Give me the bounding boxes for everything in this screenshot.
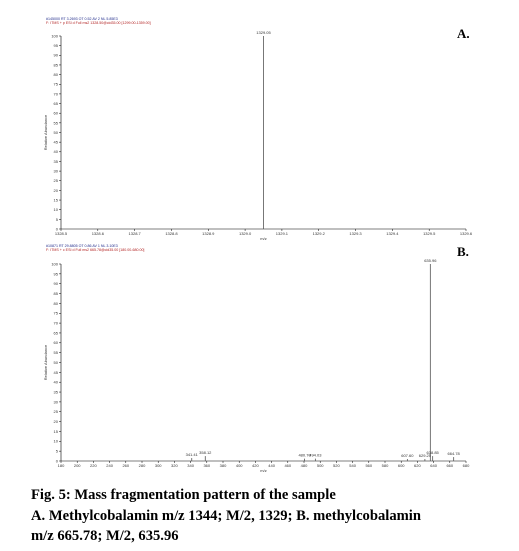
panel-a-x-tick-label: 1329.2 — [312, 231, 325, 236]
panel-b-y-tick-label: 35 — [53, 389, 58, 395]
panel-a-header-line1: #145000 RT 3.2693 OT 0.52 AV 2 NL 5.85E3 — [46, 17, 118, 21]
caption-line-3: m/z 665.78; M/2, 635.96 — [31, 528, 179, 544]
panel-a-y-tick-label: 15 — [53, 197, 58, 203]
panel-a-x-tick-label: 1328.5 — [54, 231, 68, 236]
panel-a-y-tick-label: 45 — [53, 139, 58, 145]
panel-a-y-tick-label: 5 — [55, 216, 58, 222]
panel-a-y-tick-label: 30 — [53, 168, 58, 174]
panel-b-peak-label: 664.78 — [447, 451, 460, 457]
panel-a-x-tick-label: 1329.5 — [423, 231, 436, 236]
panel-a-y-tick-label: 80 — [53, 72, 58, 77]
panel-b-x-tick-label: 320 — [171, 463, 178, 468]
panel-a-y-tick-label: 90 — [53, 52, 58, 58]
panel-b-y-axis-title: Relative Abundance — [43, 344, 48, 381]
panel-a-x-tick-label: 1329.6 — [459, 231, 473, 236]
panel-b-x-tick-label: 380 — [219, 463, 227, 468]
caption-line-1: Fig. 5: Mass fragmentation pattern of the sample — [31, 487, 336, 503]
panel-b-x-tick-label: 180 — [57, 463, 65, 468]
panel-a-y-axis-title: Relative Abundance — [43, 114, 48, 151]
panel-a-y-tick-label: 55 — [53, 120, 58, 126]
panel-a-x-tick-label: 1328.9 — [202, 231, 215, 236]
panel-a-y-tick-label: 70 — [53, 91, 58, 97]
panel-b-y-tick-label: 60 — [53, 340, 58, 346]
panel-a-y-tick-label: 25 — [53, 178, 58, 184]
panel-a-y-tick-label: 35 — [53, 158, 58, 164]
panel-b-header-line1: #10871 RT 29.8805 OT 0.86 AV 1 NL 3.10E3 — [46, 244, 118, 248]
panel-b-y-tick-label: 30 — [53, 399, 58, 405]
panel-b-x-tick-label: 200 — [73, 463, 81, 468]
panel-b-x-tick-label: 300 — [154, 463, 162, 468]
panel-b-y-tick-label: 15 — [53, 428, 58, 434]
panel-a-y-tick-label: 95 — [53, 43, 58, 49]
panel-a-x-tick-label: 1329.0 — [238, 231, 252, 236]
panel-b-peak-label: 341.41 — [185, 452, 198, 458]
figure-caption — [31, 485, 511, 547]
panel-b-y-tick-label: 0 — [55, 458, 58, 464]
panel-b-x-tick-label: 260 — [122, 463, 130, 468]
panel-b-x-tick-label: 560 — [365, 463, 373, 468]
panel-b-x-tick-label: 480 — [300, 463, 308, 468]
panel-a-y-tick-label: 0 — [55, 226, 58, 232]
panel-b-y-tick-label: 75 — [53, 310, 58, 316]
caption-line-2: A. Methylcobalamin m/z 1344; M/2, 1329; B. methylcobalamin — [31, 507, 421, 524]
panel-b-x-tick-label: 420 — [252, 463, 259, 468]
panel-b-peak-label: 629.25 — [418, 453, 432, 459]
panel-a-y-tick-label: 75 — [53, 81, 58, 87]
panel-b-y-tick-label: 55 — [53, 350, 58, 356]
panel-b-x-tick-label: 440 — [268, 463, 275, 468]
panel-b-y-tick-label: 45 — [53, 369, 58, 375]
panel-b-y-tick-label: 40 — [53, 379, 58, 385]
panel-b-x-tick-label: 280 — [138, 463, 146, 468]
panel-b-x-tick-label: 220 — [90, 463, 97, 468]
panel-a-header-line2: F: ITMS + p ESI d Full ms2 1328.50@cid35.00 [1299.00-1359.00] — [46, 21, 151, 25]
panel-b-x-tick-label: 400 — [235, 463, 243, 468]
panel-b-y-tick-label: 80 — [53, 300, 58, 306]
panel-a-x-tick-label: 1328.6 — [91, 231, 104, 236]
panel-b-y-tick-label: 50 — [53, 359, 58, 365]
panel-b-x-tick-label: 360 — [203, 463, 211, 468]
panel-b-y-tick-label: 100 — [51, 261, 58, 267]
panel-b-y-tick-label: 95 — [53, 271, 58, 277]
panel-b-y-tick-label: 90 — [53, 281, 58, 287]
panel-b-x-tick-label: 240 — [106, 463, 113, 468]
panel-a-x-tick-label: 1328.7 — [128, 231, 141, 236]
panel-a-label: A. — [457, 26, 470, 41]
panel-b-x-tick-label: 680 — [462, 463, 470, 468]
panel-a-y-tick-label: 100 — [51, 33, 58, 39]
panel-b-peak-label: 607.60 — [401, 453, 414, 459]
panel-b-x-tick-label: 500 — [316, 463, 324, 468]
panel-b-x-tick-label: 640 — [430, 463, 437, 468]
panel-b-y-tick-label: 65 — [53, 330, 58, 336]
panel-b-peak-label: 358.12 — [199, 450, 212, 456]
panel-a-peak-label: 1329.05 — [256, 30, 271, 35]
panel-b-peak-label: 494.03 — [309, 452, 322, 458]
panel-a-y-tick-label: 50 — [53, 129, 58, 135]
panel-a-y-tick-label: 60 — [53, 110, 58, 116]
panel-b-peak-label: 635.96 — [424, 258, 437, 263]
panel-b-y-tick-label: 20 — [53, 419, 58, 424]
panel-a-x-tick-label: 1329.3 — [349, 231, 362, 236]
panel-b-peak-label: 638.85 — [426, 450, 439, 456]
panel-a-y-tick-label: 85 — [53, 62, 58, 68]
panel-b-peak-label: 480.70 — [298, 452, 311, 458]
panel-a-x-tick-label: 1329.1 — [275, 231, 289, 236]
panel-b-x-tick-label: 620 — [414, 463, 421, 468]
panel-b-x-tick-label: 460 — [284, 463, 292, 468]
panel-a-x-tick-label: 1328.8 — [165, 231, 178, 236]
panel-b-x-tick-label: 540 — [349, 463, 356, 468]
panel-a-y-tick-label: 40 — [53, 149, 58, 155]
panel-b-header-line2: F: ITMS + c ESI d Full ms2 665.78@cid35.00 [180.00-680.00] — [46, 248, 145, 252]
panel-a-y-tick-label: 65 — [53, 100, 58, 106]
panel-b-label: B. — [457, 244, 469, 259]
panel-b-x-tick-label: 340 — [187, 463, 194, 468]
panel-a-x-tick-label: 1329.4 — [386, 231, 399, 236]
panel-b-x-tick-label: 580 — [381, 463, 389, 468]
panel-b-x-axis-title: m/z — [260, 468, 267, 473]
panel-b-y-tick-label: 85 — [53, 290, 58, 296]
panel-a-y-tick-label: 20 — [53, 187, 58, 193]
panel-a-y-tick-label: 10 — [53, 207, 58, 213]
panel-b-y-tick-label: 5 — [55, 448, 58, 454]
panel-b-y-tick-label: 70 — [53, 320, 58, 326]
panel-b-y-tick-label: 10 — [53, 438, 58, 444]
panel-a-x-axis-title: m/z — [260, 236, 267, 241]
panel-b-x-tick-label: 660 — [446, 463, 454, 468]
panel-b-x-tick-label: 520 — [333, 463, 340, 468]
panel-b-y-tick-label: 25 — [53, 409, 58, 415]
panel-b-x-tick-label: 600 — [397, 463, 405, 468]
